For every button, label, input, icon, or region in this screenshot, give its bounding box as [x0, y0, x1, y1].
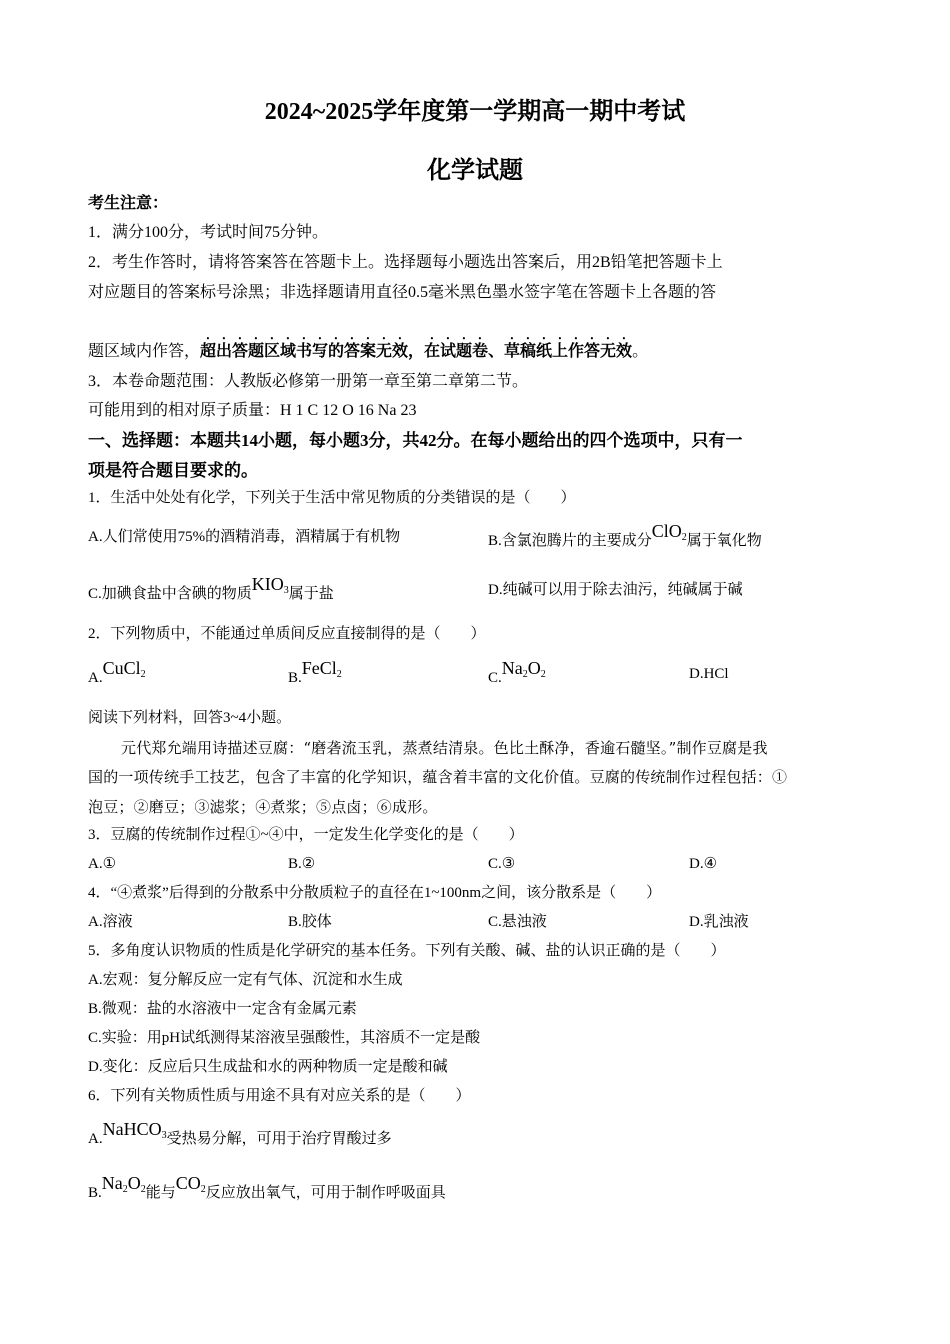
q1-option-c: C.加碘食盐中含碘的物质$KIO_3$属于盐	[88, 574, 334, 602]
q2-stem: 2．下列物质中，不能通过单质间反应直接制得的是（ ）	[88, 626, 486, 642]
q3-option-b: B.②	[288, 856, 316, 872]
q1-option-b-formula: ClO$_2$	[651, 521, 687, 543]
notice-separator: ，	[408, 343, 425, 360]
reading-paragraph-line-2: 国的一项传统手工技艺，包含了丰富的化学知识，蕴含着丰富的文化价值。豆腐的传统制作过程包括：①	[88, 768, 788, 786]
notice-item-1: 1．满分100分，考试时间75分钟。	[88, 224, 329, 241]
notice-end: 。	[632, 343, 649, 360]
q2-option-c: $C.Na_2O_2$	[488, 658, 546, 686]
q4-option-c: C.悬浊液	[488, 914, 547, 930]
q3-option-d: D.④	[689, 856, 718, 872]
reading-intro: 阅读下列材料，回答3~4小题。	[88, 710, 292, 726]
q6-option-b: $B.Na_2O_2$能与$CO_2$反应放出氧气，可用于制作呼吸面具	[88, 1173, 446, 1201]
q4-option-b: B.胶体	[288, 914, 332, 930]
q1-option-b: B.含氯泡腾片的主要成分ClO$_2$属于氧化物	[488, 521, 762, 549]
notice-item-3: 3．本卷命题范围：人教版必修第一册第一章至第二章第二节。	[88, 373, 529, 390]
notice-item-2-plain: 题区域内作答，	[88, 343, 201, 360]
q1-stem: 1．生活中处处有化学，下列关于生活中常见物质的分类错误的是（ ）	[88, 490, 576, 506]
q5-option-a: A.宏观：复分解反应一定有气体、沉淀和水生成	[88, 972, 403, 988]
notice-item-2-line-2: 对应题目的答案标号涂黑；非选择题请用直径0.5毫米黑色墨水签字笔在答题卡上各题的答	[88, 284, 717, 301]
reading-paragraph-line-1: 元代郑允端用诗描述豆腐：“磨砻流玉乳，蒸煮结清泉。色比土酥净，香逾石髓坚。”制作豆腐是我	[121, 739, 768, 757]
q5-option-c: C.实验：用pH试纸测得某溶液呈强酸性，其溶质不一定是酸	[88, 1030, 481, 1046]
q3-option-a: A.①	[88, 856, 117, 872]
notice-heading: 考生注意：	[88, 195, 169, 212]
notice-item-2-line-3	[88, 334, 648, 360]
atomic-mass-line: 可能用到的相对原子质量：H 1 C 12 O 16 Na 23	[88, 402, 417, 419]
q2-option-b: B.FeCl$_2$	[288, 658, 342, 686]
notice-emphasis-2: 在试题卷、草稿纸上作答无效	[424, 343, 633, 360]
q5-option-d: D.变化：反应后只生成盐和水的两种物质一定是酸和碱	[88, 1059, 448, 1075]
q2-option-a: A.CuCl$_2$	[88, 658, 146, 686]
q4-option-d: D.乳浊液	[689, 914, 749, 930]
q1-option-d: D.纯碱可以用于除去油污，纯碱属于碱	[488, 582, 743, 598]
q4-option-a: A.溶液	[88, 914, 133, 930]
q5-stem: 5．多角度认识物质的性质是化学研究的基本任务。下列有关酸、碱、盐的认识正确的是（ ）	[88, 943, 726, 959]
q2-option-d: D.HCl	[689, 666, 729, 682]
notice-emphasis-1: 超出答题区域书写的答案无效	[200, 343, 409, 360]
section-1-heading-line-2: 项是符合题目要求的。	[88, 461, 258, 480]
q3-stem: 3．豆腐的传统制作过程①~④中，一定发生化学变化的是（ ）	[88, 827, 524, 843]
q4-stem: 4．“④煮浆”后得到的分散系中分散质粒子的直径在1~100nm之间，该分散系是（ ）	[88, 885, 662, 901]
subject-title: 化学试题	[427, 158, 523, 184]
notice-item-2-line-1: 2．考生作答时，请将答案答在答题卡上。选择题每小题选出答案后，用2B铅笔把答题卡上	[88, 254, 723, 271]
exam-title: 2024~2025学年度第一学期高一期中考试	[264, 99, 686, 125]
q6-stem: 6．下列有关物质性质与用途不具有对应关系的是（ ）	[88, 1088, 471, 1104]
q5-option-b: B.微观：盐的水溶液中一定含有金属元素	[88, 1001, 357, 1017]
q6-option-a: A.NaHCO$_3$受热易分解，可用于治疗胃酸过多	[88, 1119, 392, 1147]
q3-option-c: C.③	[488, 856, 516, 872]
q1-option-a: A.人们常使用75%的酒精消毒，酒精属于有机物	[88, 529, 401, 545]
q1-option-c-formula: $KIO_3$	[251, 574, 289, 596]
reading-paragraph-line-3: 泡豆；②磨豆；③滤浆；④煮浆；⑤点卤；⑥成形。	[88, 798, 438, 816]
section-1-heading-line-1: 一、选择题：本题共14小题，每小题3分，共42分。在每小题给出的四个选项中，只有一	[88, 431, 743, 450]
